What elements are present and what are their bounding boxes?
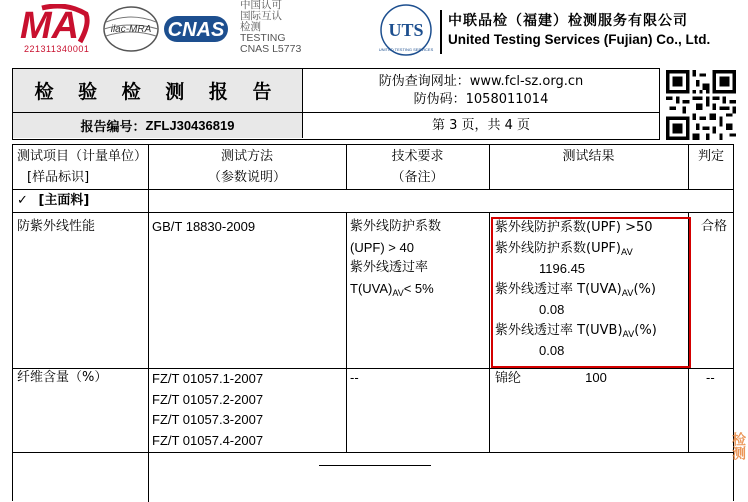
header-divider [440,10,442,54]
result-text: 紫外线透过率 T(UVB) [495,322,623,338]
antifake-code: 防伪码：1058011014 [413,92,549,107]
header-test-item [17,147,147,188]
qr-code-icon [666,70,736,140]
fiber-percent: 100 [585,370,607,385]
method-line: FZ/T 01057.2-2007 [152,391,264,407]
result-value: 1196.45 [539,261,586,276]
report-title: 检 验 检 测 报 告 [13,69,303,113]
method-line: FZ/T 01057.1-2007 [152,371,264,386]
row-uv-item: 防紫外线性能 [17,219,96,234]
row-fiber-judgement: -- [706,370,715,385]
ilac-text: ilac-MRA [110,24,152,35]
row-divider [13,212,733,213]
row-fiber-requirement: -- [350,370,359,385]
fiber-name: 锦纶 [495,371,522,386]
seal-stamp: 检测 [730,432,746,460]
row-fiber-item: 纤维含量（%） [17,370,108,385]
row-divider [13,189,733,190]
report-number-value: ZFLJ30436819 [145,118,235,133]
section-label [17,191,89,212]
antifake-site: 防伪查询网址：www.fcl-sz.org.cn [378,74,584,89]
row-fiber-methods [152,369,263,451]
req-line [350,279,441,300]
result-subscript: AV [621,288,634,299]
col-divider [346,212,347,452]
col-divider [489,212,490,452]
header-requirement [346,147,489,188]
req-line: (UPF) > 40 [350,239,414,255]
header-judgement: 判定 [697,149,724,164]
method-line: FZ/T 01057.4-2007 [152,432,264,448]
row-uv-method: GB/T 18830-2009 [152,219,256,234]
header-test-method [148,147,346,188]
company-name-en: United Testing Services (Fujian) Co., Ltd. [448,32,711,47]
company-name-cn: 中联品检（福建）检测服务有限公司 [448,13,688,29]
header-text: [样品标识] [27,169,90,185]
result-value: 0.08 [539,302,565,317]
row-uv-judgement: 合格 [701,219,728,234]
result-text: 紫外线透过率 T(UVA) [495,281,622,297]
cnas-line: CNAS L5773 [240,43,302,55]
cnas-line: 检测 [240,21,261,33]
header-text: 测试项目（计量单位） [17,149,148,164]
row-divider [13,452,733,453]
report-title-block [12,68,660,140]
cnas-line: 中国认可 [240,0,282,11]
cnas-line: 国际互认 [240,10,282,22]
row-divider [13,368,733,369]
row-uv-requirement [350,217,441,299]
cnas-line: TESTING [240,32,286,44]
req-text: T(UVA) [350,280,393,296]
section-label-text: [主面料] [38,193,90,208]
result-value: 0.08 [539,343,565,358]
cnas-accreditation-text [240,0,301,55]
req-line: 紫外线透过率 [350,260,429,275]
header-text: 技术要求 [391,149,444,164]
result-subscript: AV [620,247,633,258]
report-number [13,113,303,138]
uts-ring-text: UNITED TESTING SERVICES [378,47,434,52]
header-text: （备注） [391,169,444,185]
req-line: 紫外线防护系数 [350,219,442,234]
result-line: 紫外线防护系数(UPF) >50 [495,220,653,235]
col-divider [148,145,149,502]
method-line: FZ/T 01057.3-2007 [152,412,264,427]
header-text: 测试方法 [220,149,273,164]
cnas-text: CNAS [167,19,225,41]
cma-code: 221311340001 [24,44,90,54]
page-info: 第 3 页，共 4 页 [431,118,531,133]
separator-line [319,465,431,466]
cma-logo [20,4,95,44]
report-number-label: 报告编号： [80,120,146,135]
svg-text:MA: MA [20,5,80,44]
highlight-box [491,217,691,368]
header-text: （参数说明） [207,169,286,185]
uts-logo-text: UTS [388,20,424,40]
result-text: (%) [633,281,656,297]
req-subscript: AV [392,287,404,298]
test-results-table [12,144,734,501]
cnas-logo [160,6,232,52]
header-result: 测试结果 [562,149,615,164]
uts-logo [378,2,434,58]
result-text: 紫外线防护系数(UPF) [495,240,621,256]
ilac-mra-logo [100,4,162,54]
req-text: < 5% [403,280,434,296]
result-text: (%) [634,322,657,338]
result-subscript: AV [622,329,635,340]
antifake-info [303,69,659,113]
check-icon: ✓ [17,193,28,208]
row-fiber-result [495,368,607,390]
